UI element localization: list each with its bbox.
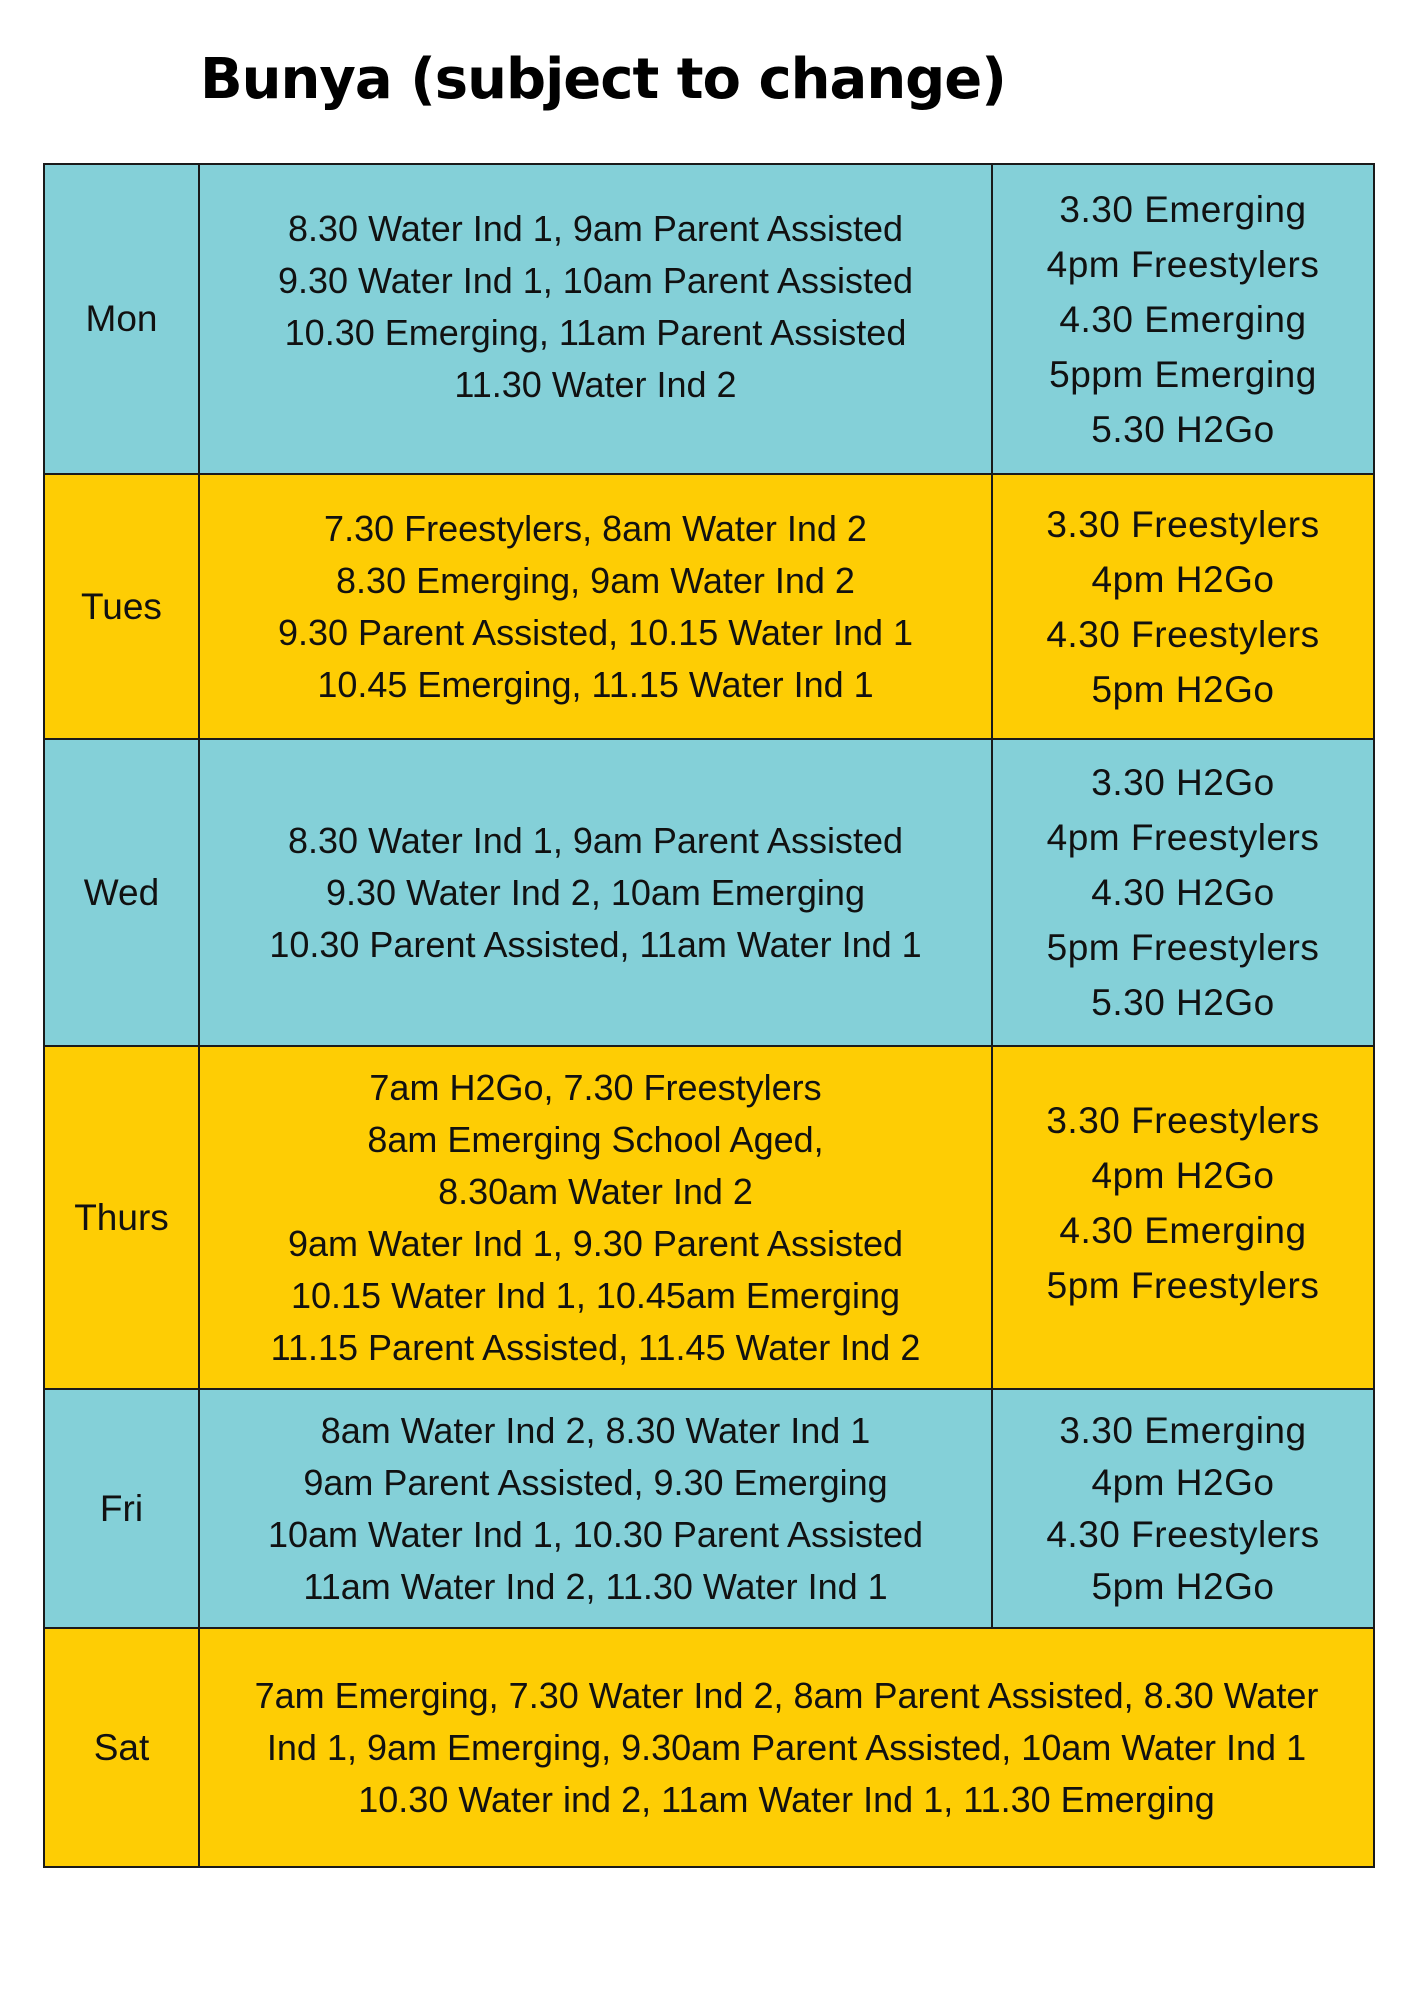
- session-line: 8am Water Ind 2, 8.30 Water Ind 1: [320, 1409, 871, 1451]
- session-line: 4.30 H2Go: [1091, 872, 1275, 913]
- schedule-row-wed: [44, 739, 1374, 1046]
- session-line: 4pm H2Go: [1091, 558, 1275, 600]
- afternoon-sessions: [992, 1046, 1374, 1389]
- session-line: 8am Emerging School Aged,: [367, 1118, 824, 1160]
- session-line: 11.30 Water Ind 2: [454, 364, 737, 405]
- session-line: 7am H2Go, 7.30 Freestylers: [369, 1066, 822, 1108]
- session-line: 8.30 Water Ind 1, 9am Parent Assisted: [288, 208, 903, 249]
- morning-sessions: [199, 739, 992, 1046]
- morning-sessions: [199, 474, 992, 739]
- schedule-row-tues: [44, 474, 1374, 739]
- session-line: 9am Water Ind 1, 9.30 Parent Assisted: [288, 1222, 903, 1264]
- session-line: 5pm Freestylers: [1046, 927, 1320, 968]
- session-line: 4pm H2Go: [1091, 1461, 1275, 1503]
- session-line: 5pm H2Go: [1091, 1565, 1275, 1607]
- afternoon-sessions: [992, 739, 1374, 1046]
- day-label: Tues: [44, 474, 199, 739]
- session-line: 11.15 Parent Assisted, 11.45 Water Ind 2: [270, 1326, 921, 1368]
- session-line: 10.45 Emerging, 11.15 Water Ind 1: [317, 663, 874, 705]
- afternoon-sessions: [992, 1389, 1374, 1628]
- session-line: 8.30am Water Ind 2: [438, 1170, 753, 1212]
- session-line: 7.30 Freestylers, 8am Water Ind 2: [324, 507, 867, 549]
- day-label: Wed: [44, 739, 199, 1046]
- session-line: 5.30 H2Go: [1091, 982, 1275, 1023]
- session-line: 10.15 Water Ind 1, 10.45am Emerging: [290, 1274, 900, 1316]
- session-line: 10.30 Parent Assisted, 11am Water Ind 1: [269, 923, 922, 965]
- session-line: 4.30 Emerging: [1059, 1209, 1307, 1251]
- schedule-row-fri: [44, 1389, 1374, 1628]
- page-title: Bunya (subject to change): [200, 47, 1006, 112]
- day-label: Fri: [44, 1389, 199, 1628]
- session-line: 11am Water Ind 2, 11.30 Water Ind 1: [303, 1565, 888, 1607]
- session-line: 9.30 Parent Assisted, 10.15 Water Ind 1: [277, 611, 914, 653]
- morning-sessions: [199, 1046, 992, 1389]
- session-line: 4pm Freestylers: [1046, 243, 1320, 285]
- afternoon-sessions: [992, 474, 1374, 739]
- all-day-sessions: [199, 1628, 1374, 1867]
- session-line: 10am Water Ind 1, 10.30 Parent Assisted: [267, 1513, 924, 1555]
- session-line: 8.30 Emerging, 9am Water Ind 2: [336, 559, 855, 601]
- day-label: Thurs: [44, 1046, 199, 1389]
- day-label: Mon: [44, 164, 199, 474]
- day-label: Sat: [44, 1628, 199, 1867]
- session-line: 9.30 Water Ind 1, 10am Parent Assisted: [277, 260, 913, 301]
- session-line: 3.30 Emerging: [1059, 188, 1307, 230]
- session-line: 4.30 Freestylers: [1046, 613, 1320, 655]
- session-line: 4.30 Emerging: [1059, 298, 1307, 340]
- session-line: 10.30 Emerging, 11am Parent Assisted: [284, 312, 907, 353]
- schedule-row-thurs: [44, 1046, 1374, 1389]
- session-line: 5pm H2Go: [1091, 668, 1275, 710]
- session-line: 5pm Freestylers: [1046, 1264, 1320, 1306]
- session-line: 5ppm Emerging: [1049, 353, 1317, 395]
- session-line: 3.30 Freestylers: [1046, 503, 1320, 545]
- session-line: 9.30 Water Ind 2, 10am Emerging: [326, 871, 865, 913]
- session-line: 5.30 H2Go: [1091, 408, 1275, 450]
- session-line: 4pm H2Go: [1091, 1154, 1275, 1196]
- session-line: 3.30 H2Go: [1091, 762, 1275, 803]
- session-line: 7am Emerging, 7.30 Water Ind 2, 8am Parent Assisted, 8.30 Water Ind 1, 9am Emerging, 9.30am Parent Assisted, 10am Water Ind 1: [254, 1674, 1319, 1768]
- schedule-table: [43, 163, 1375, 1868]
- schedule-row-mon: [44, 164, 1374, 474]
- morning-sessions: [199, 164, 992, 474]
- session-line: 3.30 Emerging: [1059, 1409, 1307, 1451]
- schedule-row-sat: [44, 1628, 1374, 1867]
- session-line: 9am Parent Assisted, 9.30 Emerging: [303, 1461, 888, 1503]
- session-line: 4pm Freestylers: [1046, 817, 1320, 858]
- session-line: 4.30 Freestylers: [1046, 1513, 1320, 1555]
- morning-sessions: [199, 1389, 992, 1628]
- session-line: 3.30 Freestylers: [1046, 1099, 1320, 1141]
- afternoon-sessions: [992, 164, 1374, 474]
- session-line: 8.30 Water Ind 1, 9am Parent Assisted: [288, 819, 903, 861]
- session-line: 10.30 Water ind 2, 11am Water Ind 1, 11.30 Emerging: [358, 1778, 1215, 1820]
